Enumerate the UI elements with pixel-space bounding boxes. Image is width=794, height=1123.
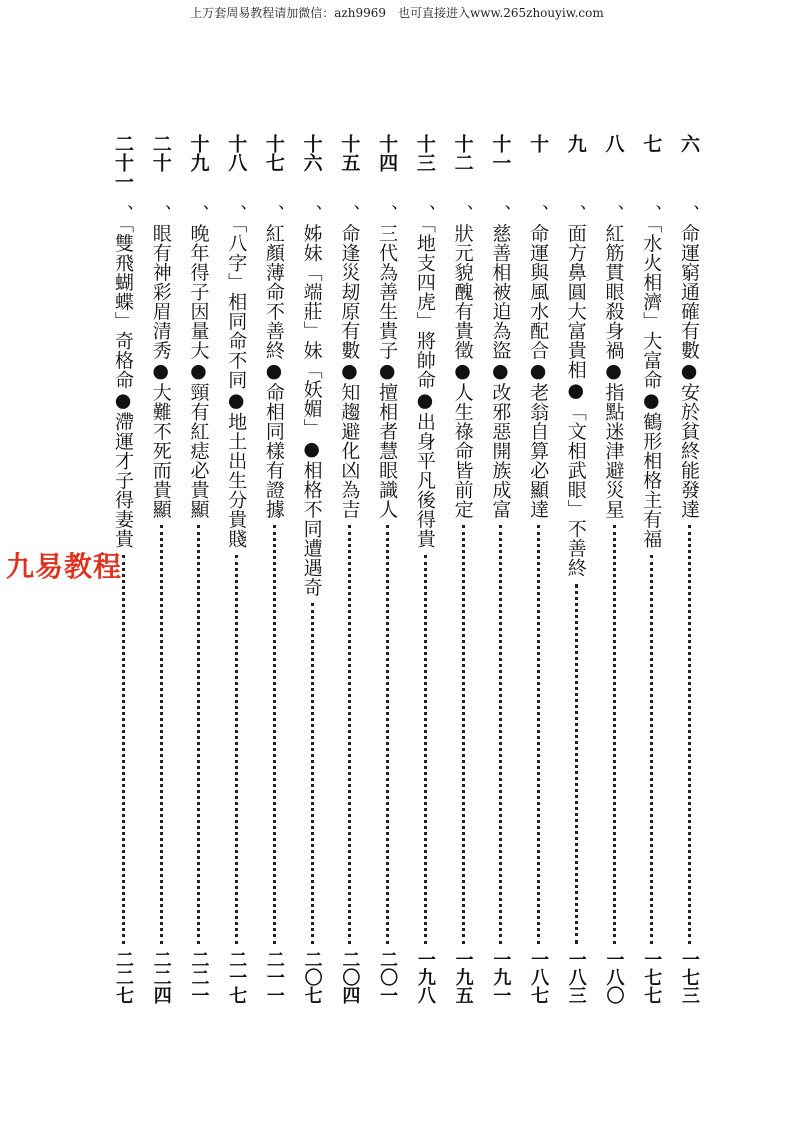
toc-dot-leader	[462, 525, 465, 944]
toc-dot-leader	[197, 525, 200, 944]
toc-entry-title: 、「地支四虎」將帥命●出身平凡後得貴	[413, 204, 436, 549]
toc-entry[interactable]	[221, 134, 251, 1004]
toc-entry-title: 、命逢災刼原有數●知趨避化凶為吉	[338, 204, 361, 519]
toc-dot-leader	[499, 525, 502, 944]
toc-entry-title: 、晚年得子因量大●頸有紅痣必貴顯	[187, 204, 210, 519]
toc-dot-leader	[273, 525, 276, 944]
toc-entry[interactable]	[146, 134, 176, 1004]
toc-entry-page: 二〇七	[301, 950, 323, 1004]
toc-entry-page: 一八〇	[603, 950, 625, 1004]
toc-entry-page: 二一七	[226, 950, 248, 1004]
toc-entry[interactable]	[410, 134, 440, 1004]
toc-entry-page: 二一一	[263, 950, 285, 1004]
toc-entry-number: 十	[527, 134, 550, 153]
toc-entry-title: 、慈善相被迫為盜●改邪惡開族成富	[489, 204, 512, 519]
toc-entry-number: 十四	[376, 134, 399, 172]
toc-entry-title: 、眼有神彩眉清秀●大難不死而貴顯	[149, 204, 172, 519]
toc-entry-number: 八	[602, 134, 625, 153]
toc-entry-title: 、「八字」相同命不同●地土出生分貴賤	[225, 204, 248, 549]
toc-entry-title: 、命運窮通確有數●安於貧終能發達	[678, 204, 700, 519]
toc-dot-leader	[122, 555, 125, 944]
table-of-contents	[108, 134, 704, 1014]
toc-dot-leader	[613, 525, 616, 944]
toc-entry[interactable]	[259, 134, 289, 1004]
toc-entry[interactable]	[334, 134, 364, 1004]
toc-entry-page: 一九一	[490, 950, 512, 1004]
toc-entry[interactable]	[523, 134, 553, 1004]
toc-dot-leader	[348, 525, 351, 944]
toc-entry-title: 、三代為善生貴子●擅相者慧眼識人	[376, 204, 399, 519]
toc-dot-leader	[160, 525, 163, 944]
toc-entry-number: 十五	[338, 134, 361, 172]
toc-entry-number: 十一	[489, 134, 512, 172]
toc-entry[interactable]	[674, 134, 704, 1004]
toc-entry-page: 一九五	[452, 950, 474, 1004]
toc-entry-number: 二十	[149, 134, 172, 172]
watermark-logo: 九易教程	[6, 550, 123, 583]
toc-entry-number: 十九	[187, 134, 210, 172]
toc-dot-leader	[424, 555, 427, 944]
page-header: 上万套周易教程请加微信：azh9969 也可直接进入www.265zhouyiw.com	[190, 6, 604, 20]
toc-entry-number: 十八	[225, 134, 248, 172]
toc-entry[interactable]	[297, 134, 327, 1004]
toc-entry-number: 十三	[413, 134, 436, 172]
toc-entry-page: 二二一	[188, 950, 210, 1004]
toc-entry-number: 二十一	[112, 134, 134, 191]
toc-dot-leader	[235, 555, 238, 944]
toc-entry[interactable]	[448, 134, 478, 1004]
toc-entry-title: 、命運與風水配合●老翁自算必顯達	[527, 204, 550, 519]
toc-entry-number: 七	[640, 134, 663, 153]
toc-entry-page: 一七七	[641, 950, 663, 1004]
toc-entry[interactable]	[372, 134, 402, 1004]
toc-entry-number: 十二	[451, 134, 474, 172]
toc-entry-title: 、紅筋貫眼殺身禍●指點迷津避災星	[602, 204, 625, 519]
toc-dot-leader	[575, 584, 578, 944]
toc-entry-number: 九	[564, 134, 587, 153]
toc-entry[interactable]	[636, 134, 666, 1004]
toc-entry-title: 、姊妹「端莊」妹「妖媚」●相格不同遭遇奇	[300, 204, 323, 597]
toc-dot-leader	[537, 525, 540, 944]
toc-entry[interactable]	[183, 134, 213, 1004]
toc-entry-page: 二二四	[150, 950, 172, 1004]
toc-entry-number: 六	[678, 134, 700, 153]
toc-entry-page: 一八三	[565, 950, 587, 1004]
toc-entry-page: 一七三	[679, 950, 700, 1004]
toc-entry-title: 、面方鼻圓大富貴相●「文相武眼」不善終	[564, 204, 587, 578]
toc-entry-page: 二二七	[113, 950, 134, 1004]
toc-entry[interactable]	[485, 134, 515, 1004]
toc-dot-leader	[650, 555, 653, 944]
toc-entry[interactable]	[561, 134, 591, 1004]
toc-entry-page: 二〇一	[377, 950, 399, 1004]
toc-entry-page: 一八七	[528, 950, 550, 1004]
toc-entry-title: 、「水火相濟」大富命●鶴形相格主有福	[640, 204, 663, 549]
toc-entry-title: 、紅顏薄命不善終●命相同樣有證據	[262, 204, 285, 519]
toc-entry[interactable]	[599, 134, 629, 1004]
toc-dot-leader	[386, 525, 389, 944]
toc-entry-page: 一九八	[414, 950, 436, 1004]
toc-entry-number: 十六	[300, 134, 323, 172]
toc-dot-leader	[311, 603, 314, 944]
toc-entry-title: 、狀元貌醜有貴徵●人生祿命皆前定	[451, 204, 474, 519]
toc-entry-title: 、「雙飛蝴蝶」奇格命●滯運才子得妻貴	[112, 204, 134, 549]
toc-dot-leader	[688, 525, 691, 944]
toc-entry-page: 二〇四	[339, 950, 361, 1004]
toc-entry-number: 十七	[262, 134, 285, 172]
toc-entry[interactable]	[108, 134, 138, 1004]
